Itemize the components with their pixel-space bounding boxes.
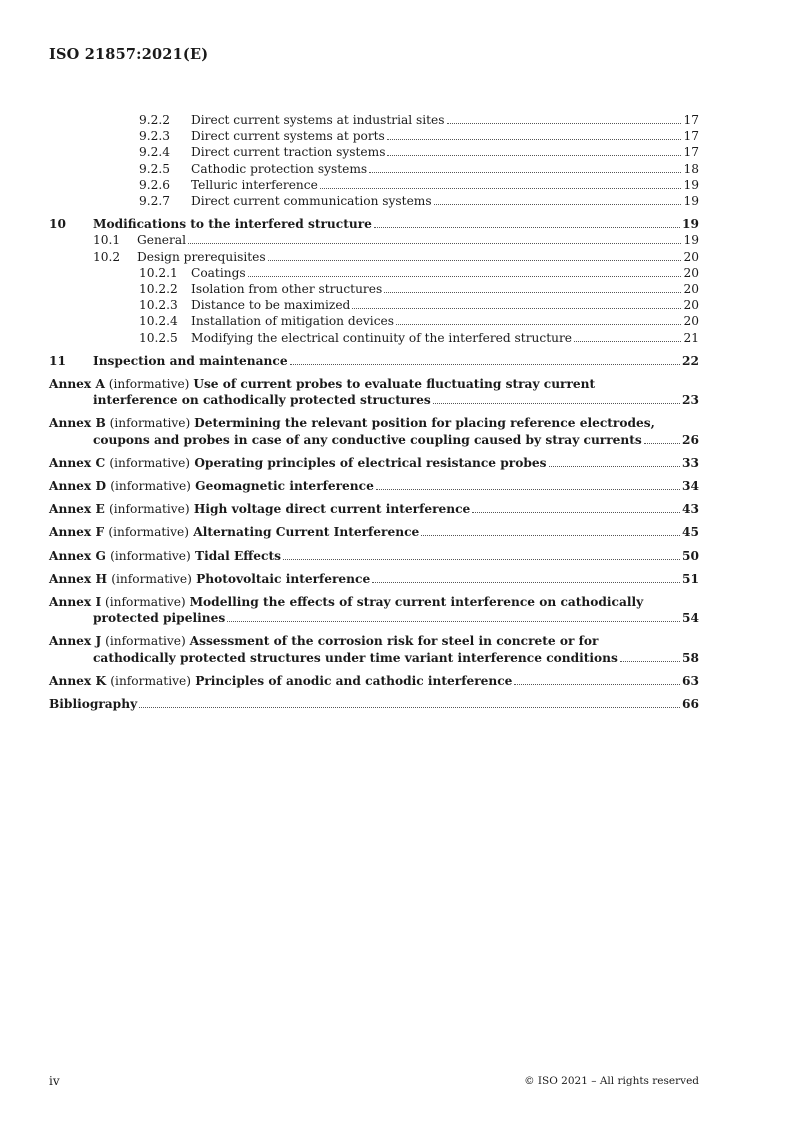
toc-number: 9.2.7 — [139, 194, 171, 209]
annex-info: (informative) — [105, 595, 186, 610]
annex-title-line1: Assessment of the corrosion risk for steel in concrete or for — [189, 634, 599, 649]
toc-number: 9.2.5 — [139, 161, 171, 176]
dot-leader — [290, 364, 680, 365]
annex-title-line2: cathodically protected structures under time variant interference conditions — [93, 650, 618, 665]
toc-entry[interactable] — [49, 193, 699, 209]
toc-entry[interactable] — [49, 249, 699, 265]
toc-entry-annex-j[interactable] — [49, 633, 699, 665]
toc-entry-section-10[interactable] — [49, 216, 699, 232]
dot-leader — [248, 276, 682, 277]
toc-page: 22 — [682, 353, 699, 368]
toc-number: 10.2.3 — [139, 298, 178, 313]
toc-entry[interactable] — [49, 313, 699, 329]
annex-title: Geomagnetic interference — [195, 479, 374, 494]
toc-entry-annex-e[interactable] — [49, 501, 699, 517]
dot-leader — [139, 707, 680, 708]
annex-title-line2: coupons and probes in case of any conductive coupling caused by stray currents — [93, 432, 642, 447]
annex-label: Annex K — [49, 673, 107, 688]
document-id: ISO 21857:2021(E) — [49, 46, 209, 63]
annex-info: (informative) — [110, 548, 191, 563]
dot-leader — [574, 341, 682, 342]
annex-title-line1: Determining the relevant position for placing reference electrodes, — [194, 416, 655, 431]
annex-info: (informative) — [109, 416, 191, 431]
annex-label: Annex C — [49, 455, 106, 470]
toc-title: Direct current communication systems — [191, 194, 432, 209]
toc-entry-annex-k[interactable] — [49, 673, 699, 689]
toc-title: Inspection and maintenance — [93, 353, 288, 368]
toc-page: 33 — [682, 455, 699, 470]
toc-title: Distance to be maximized — [191, 298, 351, 313]
toc-entry[interactable] — [49, 161, 699, 177]
toc-title: Direct current systems at industrial sites — [191, 113, 445, 127]
annex-info: (informative) — [108, 502, 190, 517]
toc-page: 26 — [682, 432, 699, 447]
toc-number: 9.2.4 — [139, 145, 171, 160]
toc-page: 20 — [683, 314, 699, 329]
toc-title: Coatings — [191, 265, 246, 280]
toc-title: Modifications to the interfered structure — [93, 217, 372, 232]
toc-page: 21 — [683, 330, 699, 345]
dot-leader — [369, 172, 681, 173]
toc-entry-annex-h[interactable] — [49, 571, 699, 587]
annex-title: High voltage direct current interference — [193, 502, 471, 517]
annex-title: Tidal Effects — [195, 548, 281, 563]
toc-page: 17 — [683, 129, 699, 144]
toc-page: 18 — [683, 161, 699, 176]
toc-number: 9.2.3 — [139, 129, 171, 144]
toc-page: 19 — [682, 217, 699, 232]
toc-entry[interactable] — [49, 330, 699, 346]
toc-page: 43 — [682, 502, 699, 517]
dot-leader — [283, 559, 680, 560]
toc-page: 51 — [682, 571, 699, 586]
dot-leader — [387, 155, 681, 156]
dot-leader — [514, 684, 680, 685]
toc-entry[interactable] — [49, 281, 699, 297]
toc-number: 10.2.1 — [139, 265, 178, 280]
toc-entry[interactable] — [49, 232, 699, 248]
toc-title: Direct current systems at ports — [191, 129, 385, 144]
annex-title: Alternating Current Interference — [193, 525, 420, 540]
dot-leader — [549, 466, 681, 467]
dot-leader — [421, 535, 680, 536]
annex-label: Annex H — [49, 571, 107, 586]
annex-title: Photovoltaic interference — [196, 571, 371, 586]
toc-page: 17 — [683, 145, 699, 160]
annex-label: Annex A — [49, 377, 105, 392]
dot-leader — [352, 308, 681, 309]
annex-info: (informative) — [111, 571, 192, 586]
toc-number: 10.2.5 — [139, 330, 178, 345]
annex-label: Annex D — [49, 479, 107, 494]
toc-entry-annex-b[interactable] — [49, 415, 699, 447]
dot-leader — [387, 139, 682, 140]
toc-entry[interactable] — [49, 297, 699, 313]
annex-title: Principles of anodic and cathodic interference — [195, 673, 513, 688]
toc-page: 50 — [682, 548, 699, 563]
annex-title: Operating principles of electrical resistance probes — [194, 455, 547, 470]
toc-entry-annex-f[interactable] — [49, 524, 699, 540]
toc-page: 17 — [683, 113, 699, 127]
toc-page: 58 — [682, 650, 699, 665]
annex-info: (informative) — [109, 455, 191, 470]
dot-leader — [227, 621, 680, 622]
toc-number: 10.2.4 — [139, 314, 178, 329]
toc-entry-section-11[interactable] — [49, 353, 699, 369]
toc-page: 34 — [682, 479, 699, 494]
toc-entry[interactable] — [49, 265, 699, 281]
toc-number: 10.1 — [93, 233, 121, 248]
toc-page: 19 — [683, 177, 699, 192]
toc-page: 19 — [683, 233, 699, 248]
copyright-notice: © ISO 2021 – All rights reserved — [524, 1075, 699, 1087]
toc-number: 10 — [49, 217, 66, 232]
toc-title: Isolation from other structures — [191, 282, 383, 297]
dot-leader — [372, 582, 680, 583]
annex-title-line2: protected pipelines — [93, 611, 226, 626]
toc-entry-annex-c[interactable] — [49, 455, 699, 471]
toc-entry-bibliography[interactable] — [49, 696, 699, 712]
dot-leader — [472, 512, 680, 513]
toc-entry[interactable] — [49, 177, 699, 193]
toc-page: 23 — [682, 393, 699, 408]
dot-leader — [396, 324, 681, 325]
annex-title-line1: Modelling the effects of stray current interference on cathodically — [189, 595, 644, 610]
toc-number: 9.2.2 — [139, 113, 171, 127]
toc-entry[interactable] — [49, 144, 699, 160]
annex-info: (informative) — [110, 673, 191, 688]
toc-entry-annex-g[interactable] — [49, 548, 699, 564]
toc-number: 11 — [49, 353, 66, 368]
table-of-contents — [49, 112, 699, 719]
dot-leader — [433, 403, 680, 404]
annex-label: Annex B — [49, 416, 106, 431]
toc-page: 19 — [683, 194, 699, 209]
toc-title: Installation of mitigation devices — [191, 314, 394, 329]
toc-page: 20 — [683, 298, 699, 313]
toc-number: 9.2.6 — [139, 177, 171, 192]
annex-label: Annex F — [49, 525, 105, 540]
annex-label: Annex I — [49, 595, 102, 610]
annex-info: (informative) — [110, 479, 191, 494]
bibliography-title: Bibliography — [49, 697, 138, 712]
toc-page: 54 — [682, 611, 699, 626]
dot-leader — [188, 243, 681, 244]
dot-leader — [384, 292, 681, 293]
annex-label: Annex J — [49, 634, 102, 649]
toc-number: 10.2.2 — [139, 282, 178, 297]
dot-leader — [434, 204, 682, 205]
toc-entry-annex-i[interactable] — [49, 594, 699, 626]
dot-leader — [320, 188, 682, 189]
dot-leader — [447, 123, 682, 124]
toc-page: 20 — [683, 282, 699, 297]
toc-title: Direct current traction systems — [191, 145, 386, 160]
annex-info: (informative) — [108, 525, 189, 540]
toc-page: 63 — [682, 673, 699, 688]
annex-title-line1: Use of current probes to evaluate fluctuating stray current — [193, 377, 596, 392]
dot-leader — [374, 227, 680, 228]
dot-leader — [268, 260, 682, 261]
toc-title: General — [137, 233, 186, 248]
annex-label: Annex G — [49, 548, 106, 563]
toc-page: 66 — [682, 697, 699, 712]
toc-title: Modifying the electrical continuity of the interfered structure — [191, 330, 572, 345]
toc-page: 20 — [683, 249, 699, 264]
toc-title: Telluric interference — [191, 177, 318, 192]
toc-title: Cathodic protection systems — [191, 161, 368, 176]
page-number: iv — [49, 1074, 60, 1088]
toc-entry[interactable] — [49, 112, 699, 128]
annex-info: (informative) — [105, 634, 186, 649]
toc-entry-annex-d[interactable] — [49, 478, 699, 494]
toc-title: Design prerequisites — [137, 249, 266, 264]
toc-page: 45 — [682, 525, 699, 540]
dot-leader — [644, 443, 680, 444]
toc-page: 20 — [683, 265, 699, 280]
toc-entry-annex-a[interactable] — [49, 376, 699, 408]
annex-info: (informative) — [108, 377, 190, 392]
dot-leader — [620, 661, 680, 662]
annex-title-line2: interference on cathodically protected structures — [93, 393, 431, 408]
dot-leader — [376, 489, 680, 490]
toc-entry[interactable] — [49, 128, 699, 144]
toc-number: 10.2 — [93, 249, 121, 264]
annex-label: Annex E — [49, 502, 105, 517]
